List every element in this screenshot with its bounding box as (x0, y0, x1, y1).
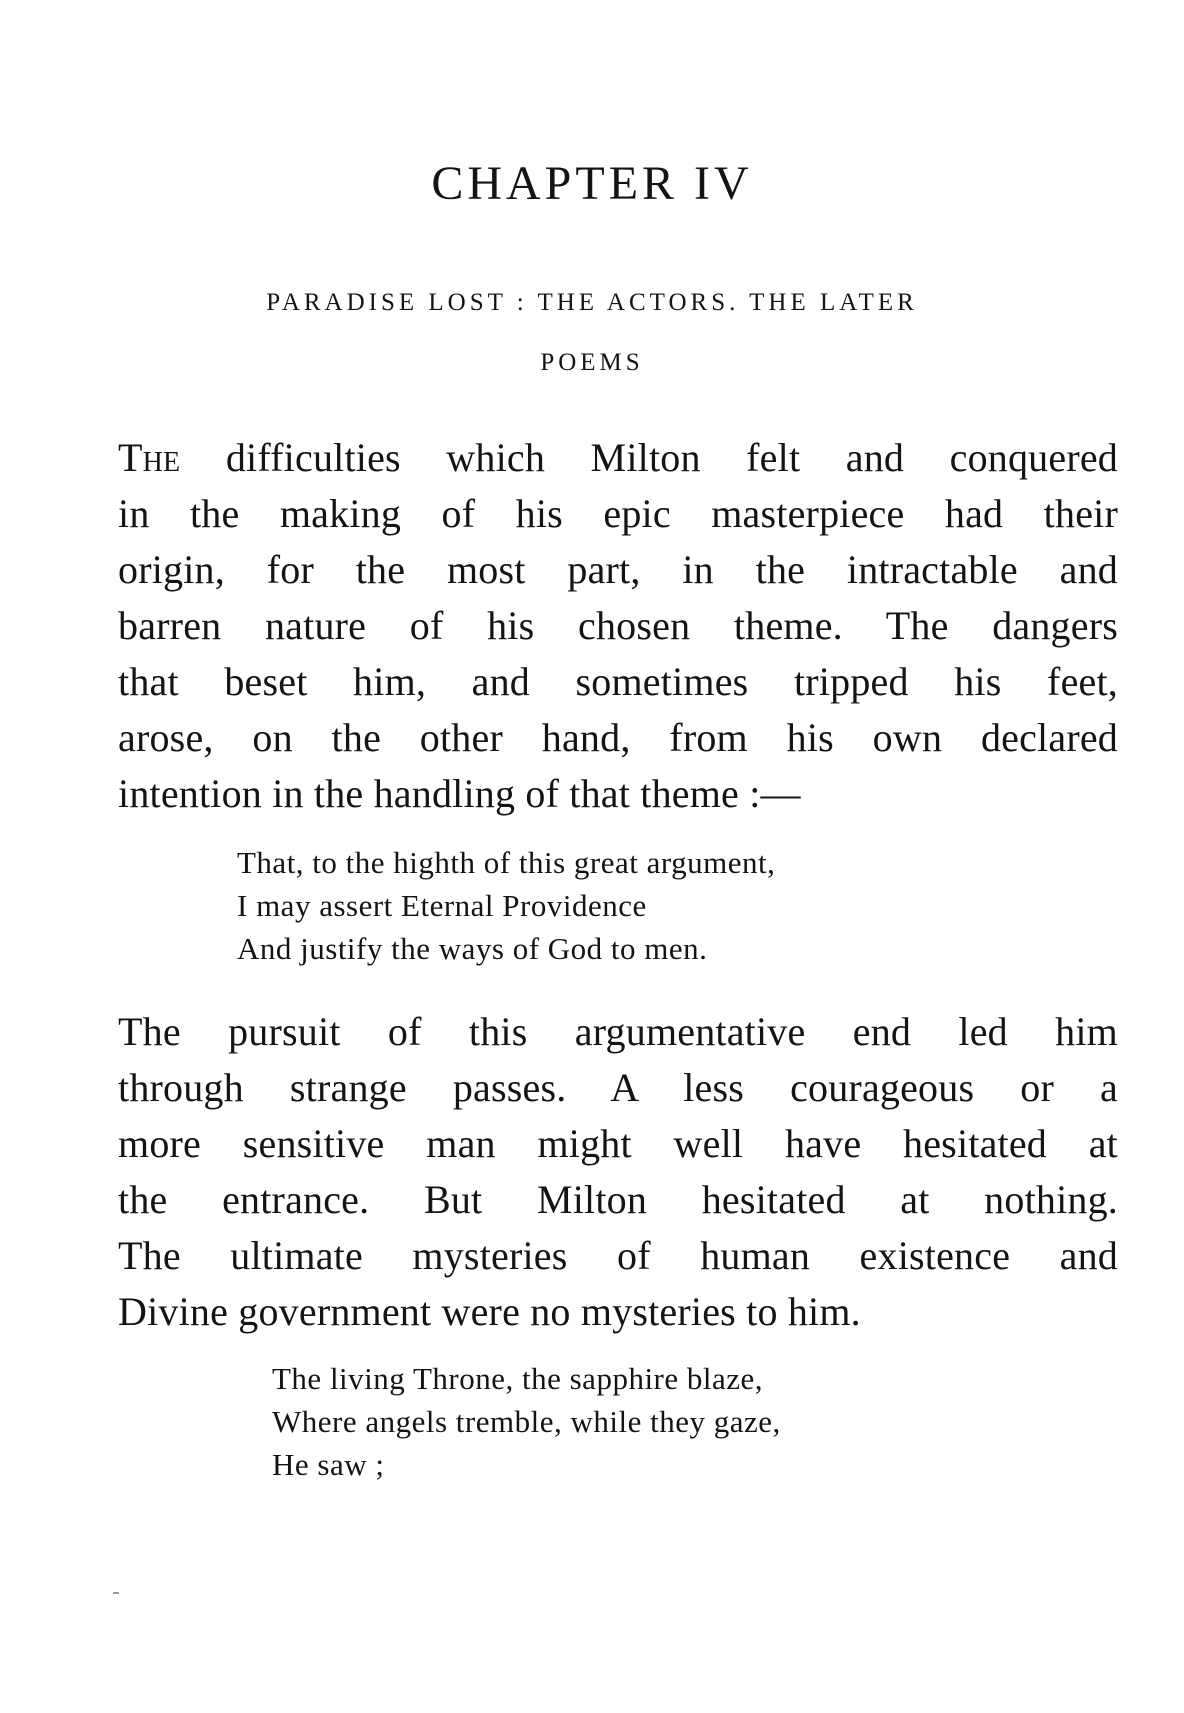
paragraph-line: Divine government were no mysteries to him. (118, 1289, 861, 1334)
paragraph-line: The ultimate mysteries of human existence and (118, 1233, 1118, 1278)
paragraph-line: The pursuit of this argumentative end led him (118, 1009, 1118, 1054)
verse-quotation-2 (272, 1358, 781, 1486)
paragraph-line: origin, for the most part, in the intractable and (118, 547, 1118, 592)
verse-line: The living Throne, the sapphire blaze, (272, 1361, 764, 1396)
paragraph-line: barren nature of his chosen theme. The dangers (118, 603, 1118, 648)
paragraph-2 (118, 1004, 1118, 1340)
paragraph-line: through strange passes. A less courageous or a (118, 1065, 1118, 1110)
paragraph-line: more sensitive man might well have hesitated at (118, 1121, 1118, 1166)
paragraph-line: intention in the handling of that theme :— (118, 771, 801, 816)
paragraph-line: that beset him, and sometimes tripped his feet, (118, 659, 1118, 704)
paragraph-line (118, 430, 1118, 486)
chapter-title: CHAPTER IV (431, 157, 753, 210)
verse-line: That, to the highth of this great argument, (237, 845, 776, 880)
verse-line: He saw ; (272, 1446, 385, 1482)
paragraph-line-text: difficulties which Milton felt and conquered (180, 435, 1118, 480)
paragraph-1 (118, 430, 1118, 822)
paragraph-line: the entrance. But Milton hesitated at nothing. (118, 1177, 1118, 1222)
chapter-subtitle: PARADISE LOST : THE ACTORS. THE LATER (266, 289, 918, 316)
verse-line: I may assert Eternal Providence (237, 887, 647, 923)
print-speck (113, 1592, 119, 1594)
verse-line: And justify the ways of God to men. (237, 930, 708, 966)
paragraph-line: arose, on the other hand, from his own declared (118, 715, 1118, 760)
drop-lead-word: The (118, 435, 181, 480)
paragraph-line: in the making of his epic masterpiece had their (118, 491, 1118, 536)
verse-line: Where angels tremble, while they gaze, (272, 1403, 781, 1439)
chapter-subtitle-continued: POEMS (540, 349, 644, 376)
verse-quotation-1 (237, 842, 775, 970)
